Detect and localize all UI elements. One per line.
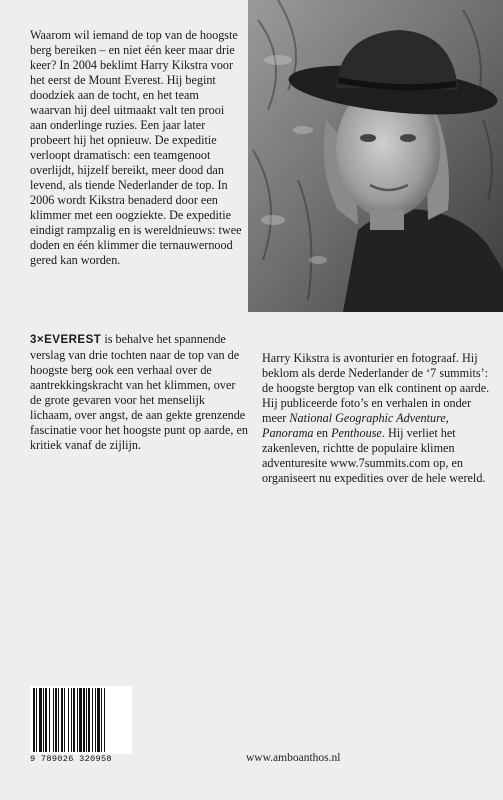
about-book-body: is behalve het spannende verslag van drie tochten naar de top van de hoogste berg ook een verhaal over de aantrekkingskracht van het klimmen, over de grote gevaren voor het menselijk lichaam, over angst, de aan gekte grenzende fascinatie voor het hoogste punt op aarde, en kritiek vanaf de zijlijn. [30, 332, 248, 452]
author-bio-part2: . Hij verliet het zakenleven, richtte de populaire klimen adventuresite www.7summits.com op, en organiseert nu expedities over de hele wereld. [262, 426, 486, 485]
barcode-bar [53, 688, 54, 752]
barcode-bar [68, 688, 69, 752]
barcode-bar [86, 688, 87, 752]
about-author-text [262, 351, 490, 486]
magazine-name: National Geographic Adventure [289, 411, 446, 425]
barcode-bar [55, 688, 57, 752]
barcode-bar [92, 688, 93, 752]
barcode-bar [45, 688, 47, 752]
author-photo [248, 0, 503, 312]
barcode-bar [101, 688, 102, 752]
barcode-bar [39, 688, 42, 752]
barcode-bar [83, 688, 85, 752]
book-title-brand: 3×EVEREST [30, 334, 102, 346]
barcode-bar [79, 688, 82, 752]
barcode-bar [88, 688, 90, 752]
magazine-name: Panorama [262, 426, 314, 440]
intro-paragraph: Waarom wil iemand de top van de hoogste berg bereiken – en niet één keer maar drie keer? In 2004 beklimt Harry Kikstra voor het eerst de Mount Everest. Hij begint doodziek aan de tocht, en het team waarvan hij deel uitmaakt valt ten prooi aan onderlinge ruzies. Een jaar later probeert hij het opnieuw. De expeditie verloopt dramatisch: een teamgenoot overlijdt, hijzelf bereikt, meer dood dan levend, als tiende Nederlander de top. In 2006 wordt Kikstra benaderd door een klimmer met een oogziekte. De expeditie eindigt rampzalig en is wereldnieuws: twee doden en één klimmer die ternauwernood gered kan worden. [30, 28, 242, 267]
barcode-bar [64, 688, 65, 752]
intro-text [30, 28, 242, 268]
barcode-bar [36, 688, 37, 752]
barcode-bars [30, 686, 132, 754]
publisher-website[interactable]: www.amboanthos.nl [246, 752, 341, 764]
barcode-bar [33, 688, 35, 752]
barcode-bar [95, 688, 96, 752]
barcode-bar [58, 688, 59, 752]
barcode-bar [104, 688, 105, 752]
barcode-bar [43, 688, 44, 752]
barcode [30, 686, 132, 754]
about-book-text [30, 332, 248, 453]
barcode-bar [49, 688, 50, 752]
barcode-bar [97, 688, 100, 752]
barcode-bar [61, 688, 63, 752]
barcode-bar [73, 688, 75, 752]
separator: en [313, 426, 332, 440]
separator: , [445, 411, 449, 425]
isbn-digits: 9 789026 320958 [30, 754, 112, 764]
magazine-name: Penthouse [331, 426, 382, 440]
barcode-bar [71, 688, 72, 752]
author-bio-part1: Harry Kikstra is avonturier en fotograaf. Hij beklom als derde Nederlander de ‘7 summits’: de hoogste bergtop van elk continent op aarde. Hij publiceerde foto’s en verhalen in onder meer [262, 351, 490, 425]
barcode-bar [77, 688, 78, 752]
